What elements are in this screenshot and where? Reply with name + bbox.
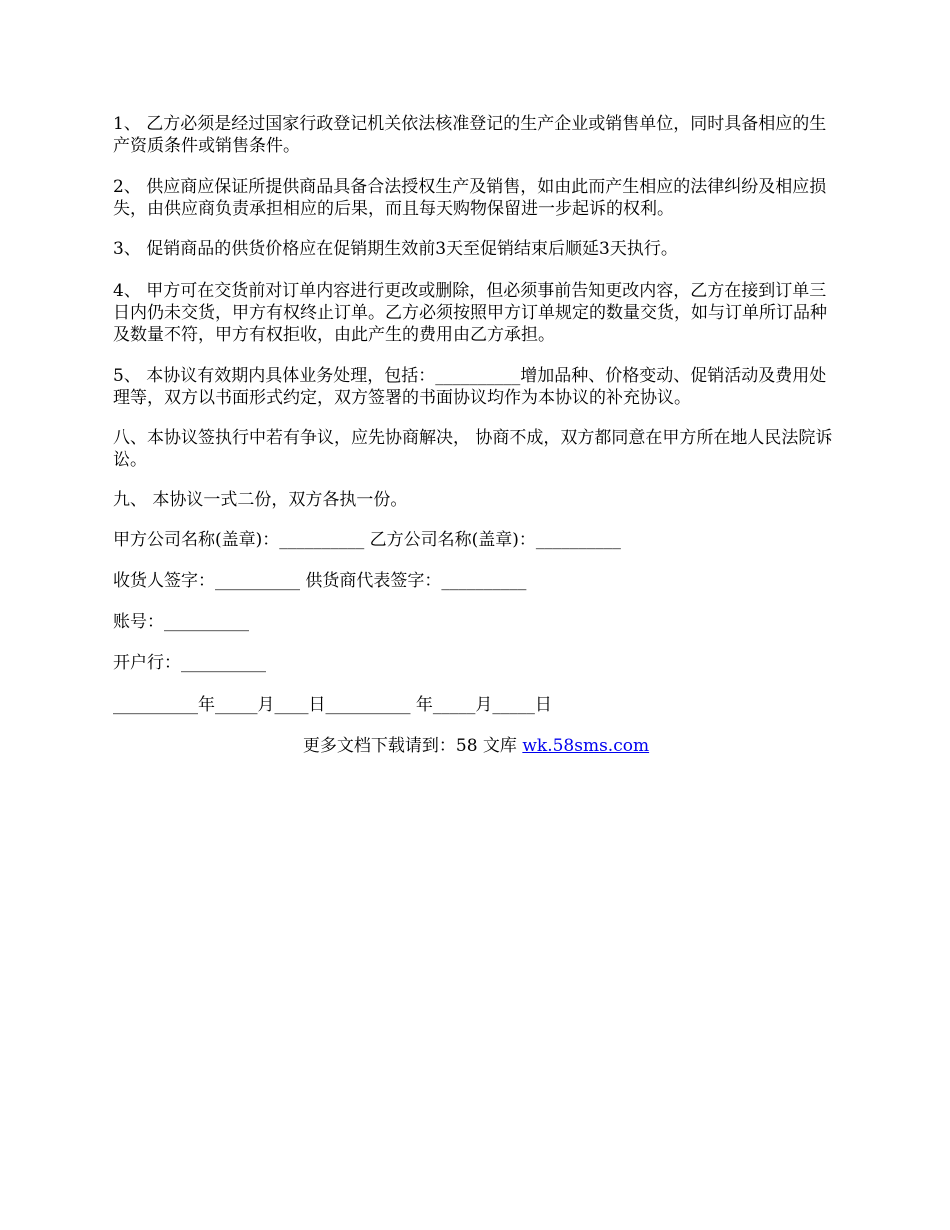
company-signature-line: 甲方公司名称(盖章)：__________ 乙方公司名称(盖章)：__________ — [113, 530, 621, 550]
footer-prefix: 更多文档下载请到：58 文库 — [302, 736, 523, 756]
clause-1: 1、 乙方必须是经过国家行政登记机关依法核准登记的生产企业或销售单位，同时具备相应的生产资质条件或销售条件。 — [113, 114, 827, 156]
clause-eight: 八、本协议签执行中若有争议，应先协商解决， 协商不成，双方都同意在甲方所在地人民法院诉讼。 — [113, 428, 833, 470]
account-number-line: 账号：__________ — [113, 612, 249, 632]
footer — [113, 735, 839, 757]
date-line: __________年_____月____日__________ 年_____月_____日 — [113, 695, 552, 715]
clause-4: 4、 甲方可在交货前对订单内容进行更改或删除，但必须事前告知更改内容，乙方在接到订单三日内仍未交货，甲方有权终止订单。乙方必须按照甲方订单规定的数量交货，如与订单所订品种及数量不符，甲方有权拒收，由此产生的费用由乙方承担。 — [113, 281, 827, 345]
clause-2: 2、 供应商应保证所提供商品具备合法授权生产及销售，如由此而产生相应的法律纠纷及相应损失，由供应商负责承担相应的后果，而且每天购物保留进一步起诉的权利。 — [113, 177, 827, 219]
footer-link[interactable]: wk.58sms.com — [522, 736, 650, 756]
clause-5: 5、 本协议有效期内具体业务处理，包括：__________增加品种、价格变动、促销活动及费用处理等，双方以书面形式约定，双方签署的书面协议均作为本协议的补充协议。 — [113, 366, 827, 408]
clause-nine: 九、 本协议一式二份，双方各执一份。 — [113, 490, 408, 510]
bank-line: 开户行：__________ — [113, 653, 266, 673]
clause-3: 3、 促销商品的供货价格应在促销期生效前3天至促销结束后顺延3天执行。 — [113, 239, 678, 259]
receiver-signature-line: 收货人签字：__________ 供货商代表签字：__________ — [113, 571, 527, 591]
